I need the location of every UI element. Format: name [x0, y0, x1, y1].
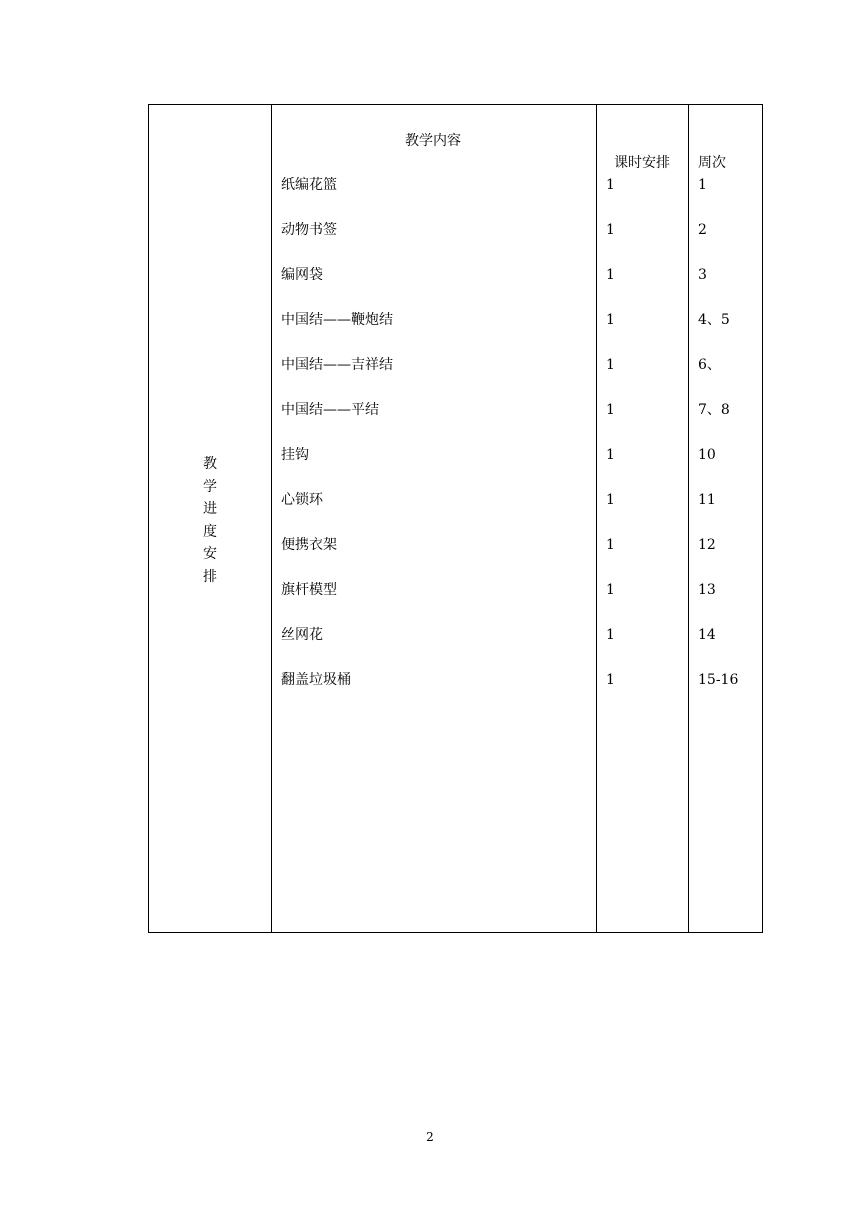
row-content: 丝网花 [281, 627, 323, 643]
row-week: 6、 [698, 357, 721, 373]
table-row [149, 175, 764, 195]
row-content: 编网袋 [281, 267, 323, 283]
row-content: 心锁环 [281, 492, 323, 508]
table-row [149, 490, 764, 510]
row-content: 便携衣架 [281, 537, 337, 553]
row-week: 10 [698, 447, 716, 463]
row-content: 翻盖垃圾桶 [281, 672, 351, 688]
row-content: 中国结——平结 [281, 402, 379, 418]
row-week: 11 [698, 492, 716, 508]
side-label-char: 度 [203, 523, 217, 540]
row-week: 15-16 [698, 672, 739, 688]
row-hours: 1 [606, 222, 615, 238]
row-content: 中国结——吉祥结 [281, 357, 393, 373]
row-week: 2 [698, 222, 707, 238]
row-hours: 1 [606, 402, 615, 418]
row-week: 13 [698, 582, 716, 598]
side-label-char: 进 [203, 501, 217, 517]
row-hours: 1 [606, 267, 615, 283]
row-content: 中国结——鞭炮结 [281, 312, 393, 328]
row-hours: 1 [606, 177, 615, 193]
row-hours: 1 [606, 537, 615, 553]
row-week: 1 [698, 177, 707, 193]
table-row [149, 355, 764, 375]
row-week: 4、5 [698, 312, 730, 328]
row-week: 14 [698, 627, 716, 643]
side-label-char: 安 [203, 546, 217, 562]
row-content: 旗杆模型 [281, 582, 337, 598]
row-hours: 1 [606, 672, 615, 688]
row-week: 7、8 [698, 402, 730, 418]
row-hours: 1 [606, 492, 615, 508]
row-hours: 1 [606, 357, 615, 373]
side-label-teaching-schedule [149, 453, 271, 588]
table-row [149, 265, 764, 285]
header-week: 周次 [698, 155, 726, 171]
row-hours: 1 [606, 627, 615, 643]
row-content: 纸编花篮 [281, 177, 337, 193]
side-label-char: 学 [203, 478, 217, 495]
header-hours: 课时安排 [614, 155, 670, 171]
row-content: 动物书签 [281, 222, 337, 238]
schedule-table [148, 104, 763, 933]
table-row [149, 580, 764, 600]
table-row [149, 535, 764, 555]
table-row [149, 445, 764, 465]
side-label-char: 排 [203, 568, 217, 585]
row-hours: 1 [606, 312, 615, 328]
row-content: 挂钩 [281, 447, 309, 463]
row-week: 3 [698, 267, 707, 283]
table-row [149, 400, 764, 420]
table-row [149, 625, 764, 645]
side-label-char: 教 [203, 456, 217, 472]
header-content: 教学内容 [405, 133, 461, 149]
row-hours: 1 [606, 447, 615, 463]
row-hours: 1 [606, 582, 615, 598]
table-row [149, 670, 764, 690]
table-row [149, 310, 764, 330]
page-number: 2 [426, 1130, 434, 1144]
table-row [149, 220, 764, 240]
row-week: 12 [698, 537, 716, 553]
